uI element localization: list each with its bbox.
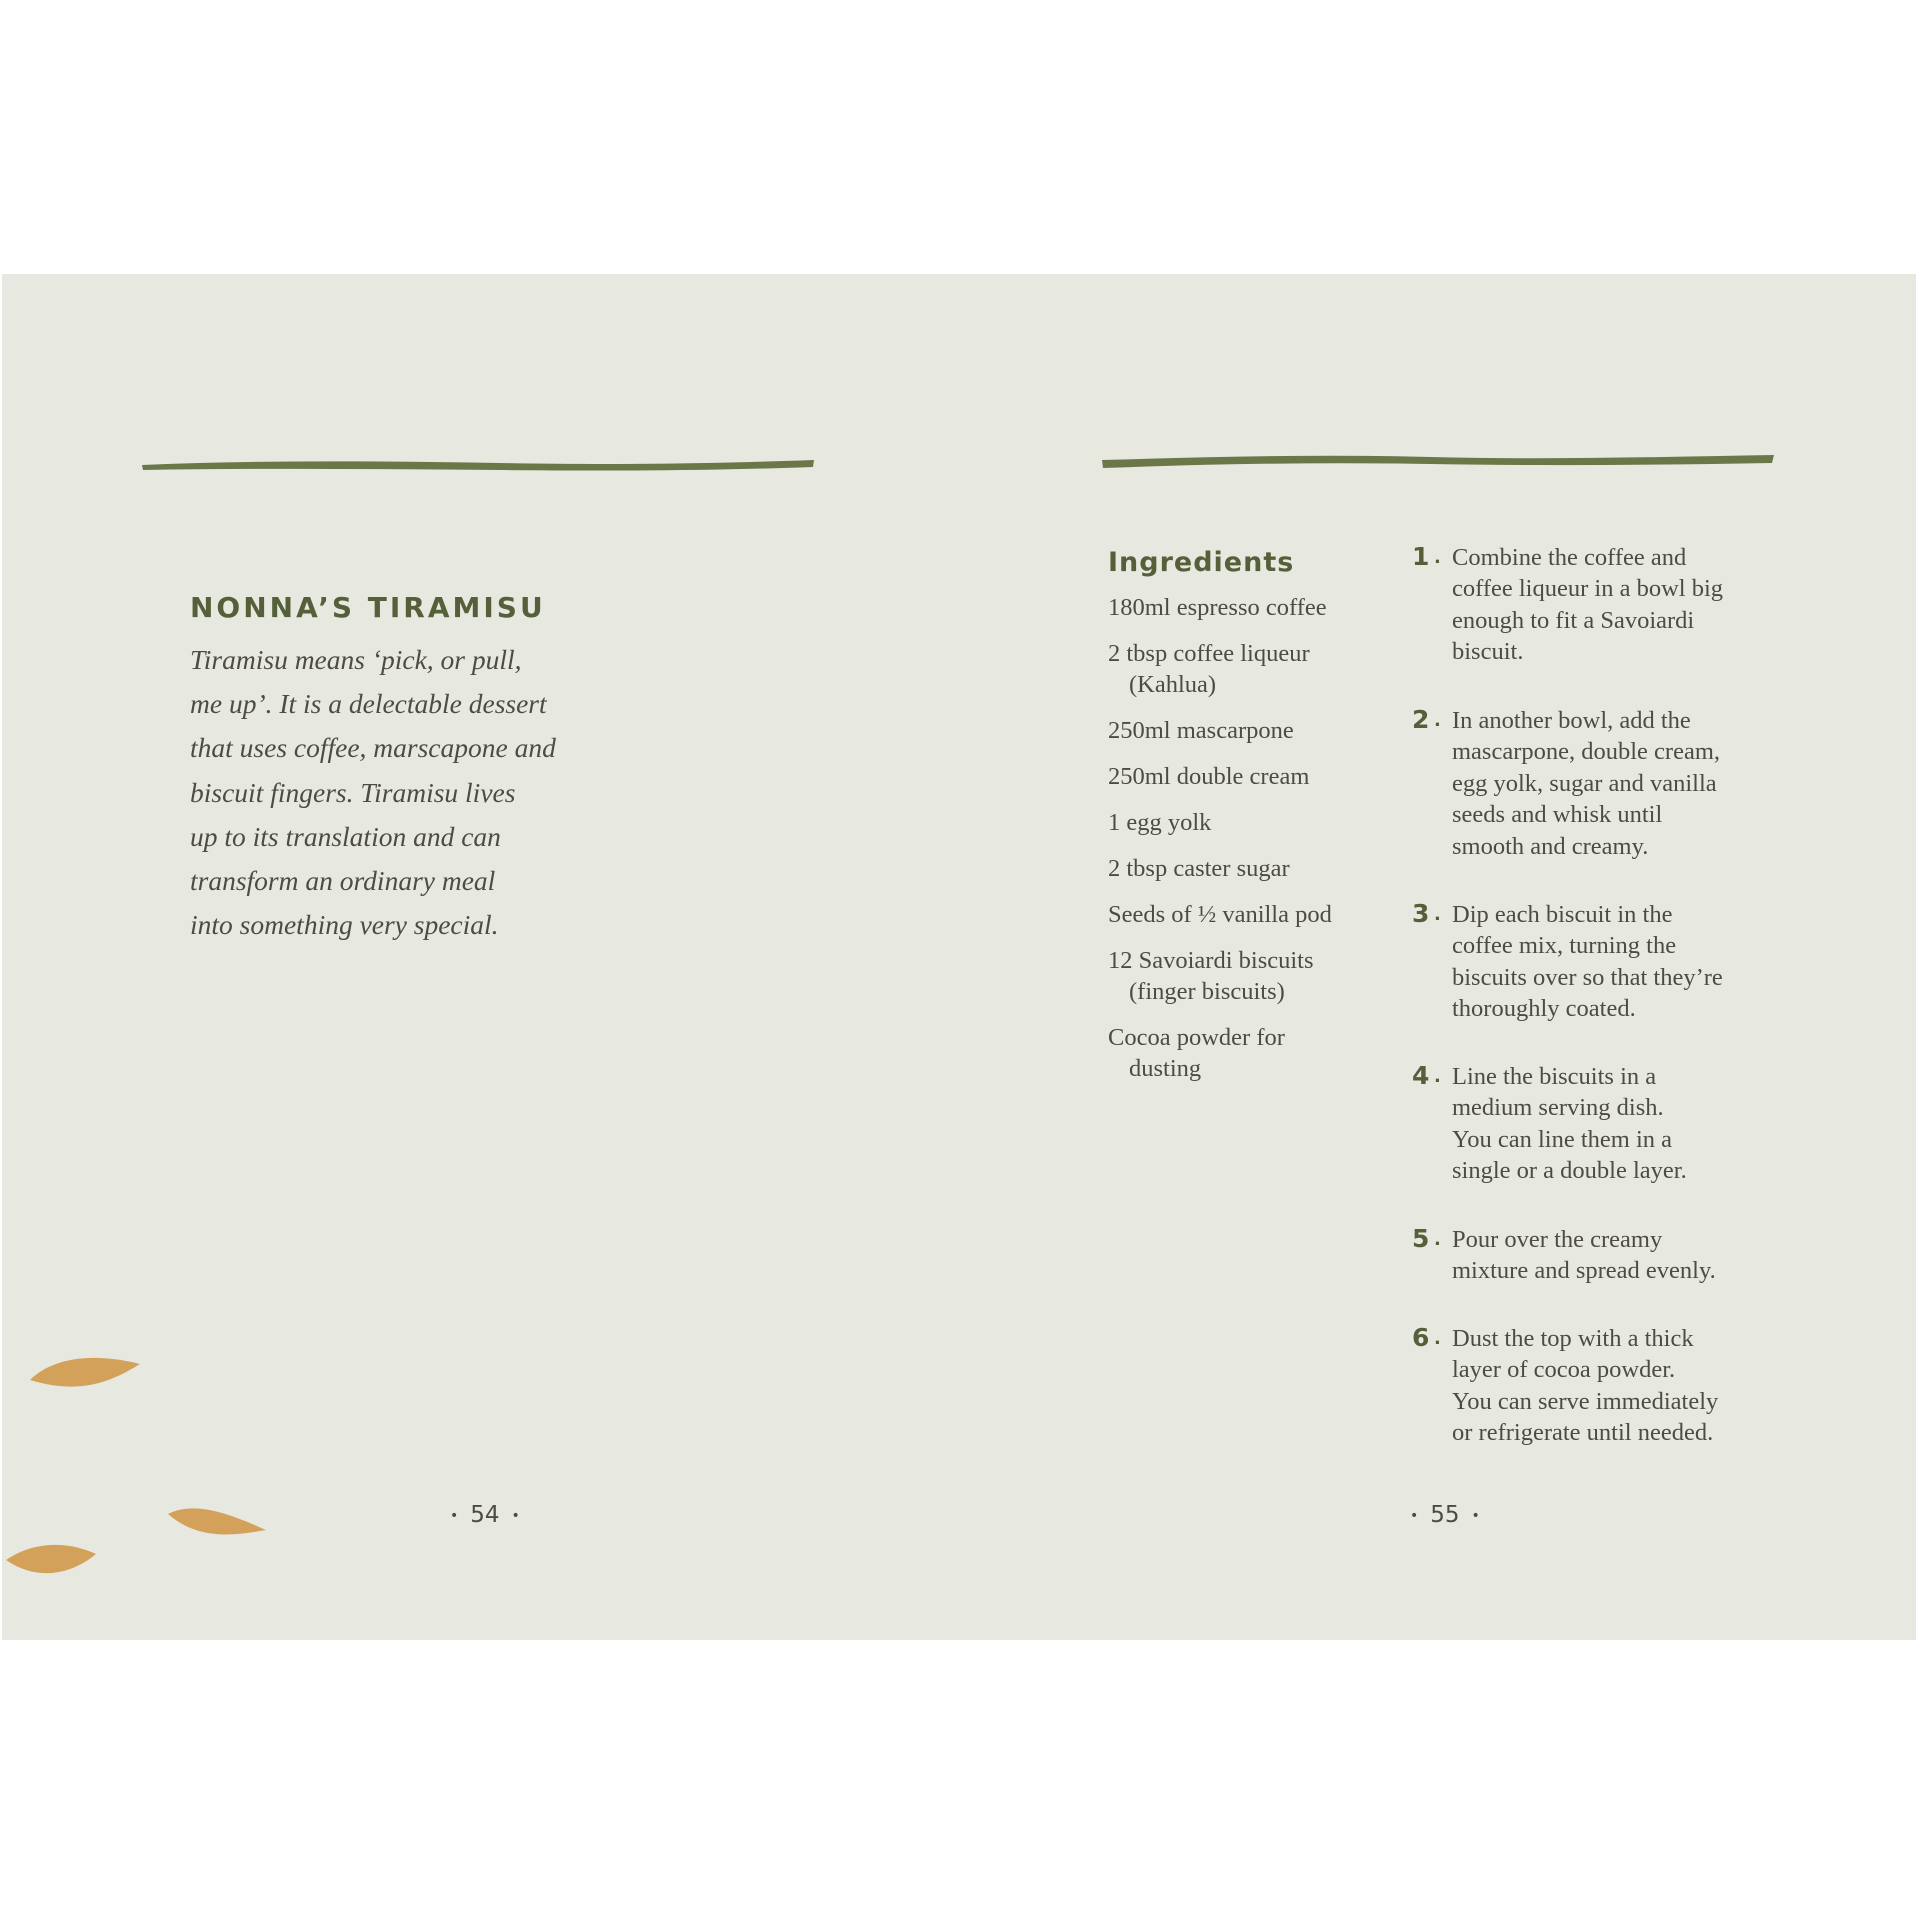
right-header-rule [1100,452,1776,472]
page-number-right [1398,1500,1492,1531]
intro-line: Tiramisu means ‘pick, or pull, [190,644,522,675]
intro-line: into something very special. [190,909,499,941]
ingredient-line: Cocoa powder for [1108,1024,1285,1051]
page-number-left [438,1500,532,1531]
step-number-dot: . [1434,1229,1441,1250]
ingredient-line: 1 egg yolk [1108,809,1212,836]
ingredient-item [1108,638,1408,700]
step-number: 1 [1412,542,1430,571]
leaf-shape [30,1358,140,1387]
step-line: You can serve immediately [1452,1387,1719,1415]
step-line: Dust the top with a thick [1452,1325,1694,1352]
step-text [1452,542,1723,668]
step-line: biscuit. [1452,638,1524,666]
step-line: Combine the coffee and [1452,544,1687,571]
step-line: medium serving dish. [1452,1094,1664,1122]
step-line: mixture and spread evenly. [1452,1257,1716,1285]
step-line: layer of cocoa powder. [1452,1356,1676,1384]
ingredients-column [1108,542,1408,1099]
ingredient-item [1108,1022,1408,1084]
ingredient-item [1108,715,1408,746]
intro-line: up to its translation and can [190,820,501,852]
step-line: or refrigerate until needed. [1452,1419,1714,1447]
step-line: single or a double layer. [1452,1157,1687,1185]
intro-line: that uses coffee, marscapone and [190,732,556,764]
intro-line: transform an ordinary meal [190,865,496,897]
step-line: coffee mix, turning the [1452,932,1677,960]
recipe-intro [190,638,630,947]
page-dot: • [1410,1507,1419,1524]
ingredient-item [1108,761,1408,792]
ingredient-item [1108,853,1408,884]
ingredient-line: 250ml double cream [1108,763,1310,790]
step-line: biscuits over so that they’re [1452,963,1723,991]
leaf-shape [168,1508,266,1534]
step-line: enough to fit a Savoiardi [1452,606,1695,634]
page-dot: • [1471,1507,1480,1524]
step-line: You can line them in a [1452,1125,1673,1153]
ingredient-line: 2 tbsp caster sugar [1108,855,1290,882]
ingredient-line: 2 tbsp coffee liqueur [1108,640,1310,667]
book-spread [2,274,1916,1640]
step-line: Pour over the creamy [1452,1226,1663,1253]
step-number: 3 [1412,899,1430,928]
step-number-dot: . [1434,710,1441,731]
ingredient-line: 180ml espresso coffee [1108,594,1327,621]
step-number-dot: . [1434,1328,1441,1349]
step-number-dot: . [1434,904,1441,925]
step-line: smooth and creamy. [1452,832,1649,860]
page-dot: • [450,1507,459,1524]
step-number-dot: . [1434,1066,1441,1087]
page-number-left-value: 54 [470,1502,500,1528]
left-header-rule [140,455,816,475]
leaf-shape [6,1545,96,1573]
left-header-rule-stroke [142,460,814,471]
ingredient-item [1108,592,1408,623]
step-number: 6 [1412,1323,1430,1352]
step-line: mascarpone, double cream, [1452,738,1721,766]
step-number-dot: . [1434,547,1441,568]
step-text [1452,1323,1718,1449]
recipe-title: NONNA’S TIRAMISU [190,591,546,624]
ingredient-line: dusting [1129,1055,1202,1082]
ingredient-line: (Kahlua) [1129,671,1217,698]
step-line: coffee liqueur in a bowl big [1452,575,1724,603]
step-line: Dip each biscuit in the [1452,901,1673,928]
ingredient-line: (finger biscuits) [1129,978,1285,1005]
ingredient-line: 250ml mascarpone [1108,717,1294,744]
step-text [1452,1224,1716,1287]
step-line: Line the biscuits in a [1452,1063,1657,1090]
step-line: egg yolk, sugar and vanilla [1452,769,1717,797]
right-header-rule-stroke [1102,455,1774,468]
ingredient-line: 12 Savoiardi biscuits [1108,947,1314,974]
ingredients-list [1108,592,1408,1084]
ingredient-line: Seeds of ½ vanilla pod [1108,901,1332,928]
page-dot: • [511,1507,520,1524]
ingredient-item [1108,945,1408,1007]
step-text [1452,1061,1687,1187]
step-number: 2 [1412,705,1430,734]
step-text [1452,899,1723,1025]
intro-line: biscuit fingers. Tiramisu lives [190,776,516,808]
step-line: thoroughly coated. [1452,995,1636,1023]
step-line: seeds and whisk until [1452,801,1663,829]
step-number: 5 [1412,1224,1430,1253]
page-number-right-value: 55 [1430,1502,1460,1528]
ingredient-item [1108,807,1408,838]
ingredient-item [1108,899,1408,930]
ingredients-heading: Ingredients [1108,547,1295,578]
step-number: 4 [1412,1061,1430,1090]
step-text [1452,705,1720,862]
step-line: In another bowl, add the [1452,707,1691,734]
intro-line: me up’. It is a delectable dessert [190,688,547,720]
leaf-decoration [2,1074,472,1640]
